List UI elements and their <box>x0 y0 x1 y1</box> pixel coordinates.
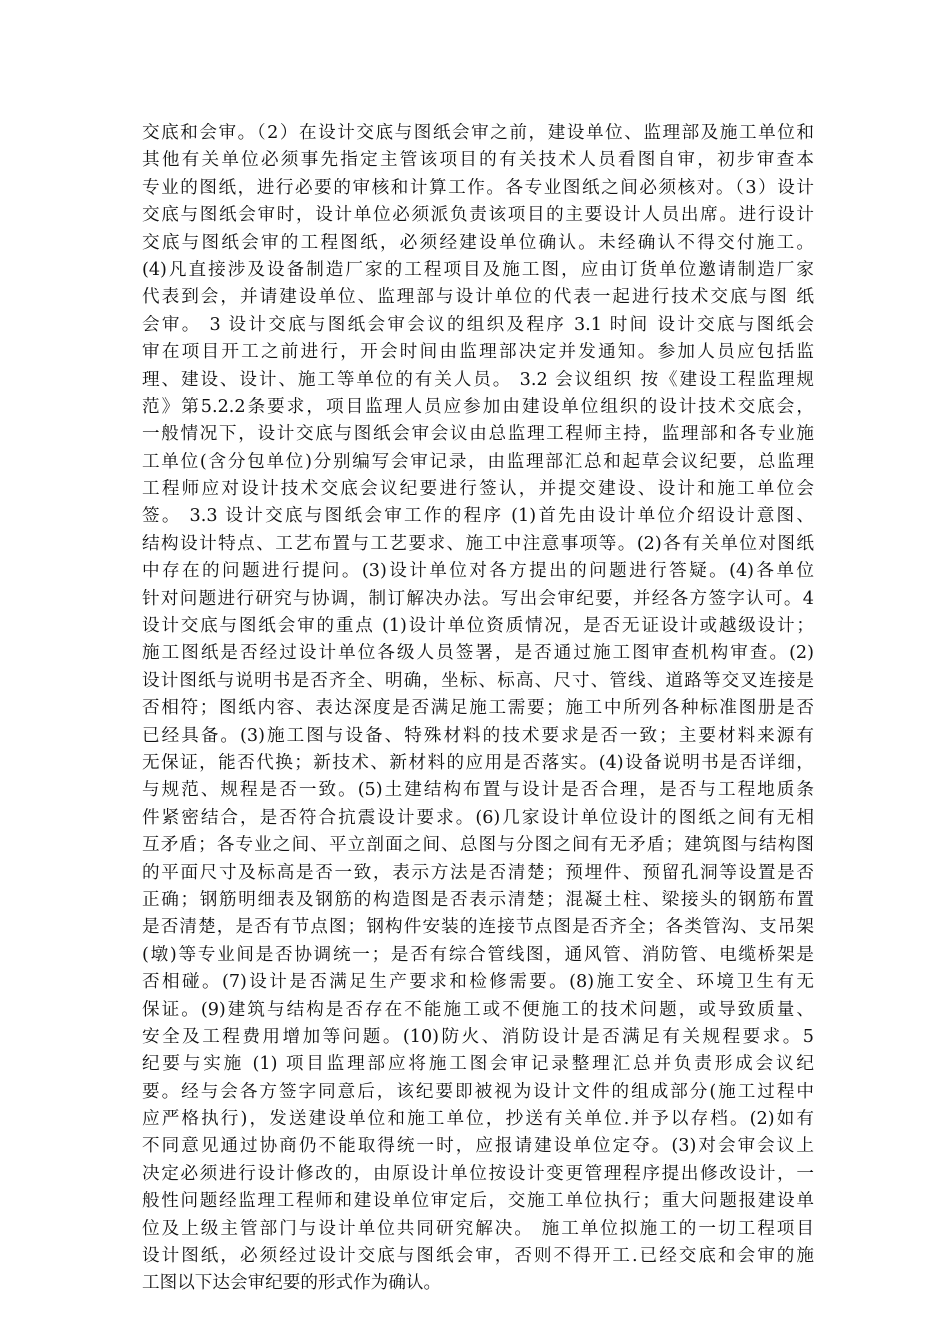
paragraph-line: 一般情况下，设计交底与图纸会审会议由总监理工程师主持，监理部和各专业施 <box>142 424 814 445</box>
paragraph-line: 设计交底与图纸会审的重点 (1)设计单位资质情况，是否无证设计或越级设计； <box>142 616 814 637</box>
paragraph-line: (4)凡直接涉及设备制造厂家的工程项目及施工图，应由订货单位邀请制造厂家 <box>142 259 814 280</box>
paragraph-line: 不同意见通过协商仍不能取得统一时，应报请建设单位定夺。(3)对会审会议上 <box>142 1136 814 1157</box>
paragraph-line: 理、建设、设计、施工等单位的有关人员。 3.2 会议组织 按《建设工程监理规 <box>142 369 814 390</box>
paragraph-line: (墩)等专业间是否协调统一；是否有综合管线图，通风管、消防管、电缆桥架是 <box>142 944 814 965</box>
paragraph-line: 交底与图纸会审的工程图纸，必须经建设单位确认。未经确认不得交付施工。 <box>142 232 814 253</box>
paragraph-line: 否相符；图纸内容、表达深度是否满足施工需要；施工中所列各种标准图册是否 <box>142 698 814 719</box>
paragraph-line: 是否清楚，是否有节点图；钢构件安装的连接节点图是否齐全；各类管沟、支吊架 <box>142 917 814 938</box>
paragraph-line: 审在项目开工之前进行，开会时间由监理部决定并发通知。参加人员应包括监 <box>142 342 814 363</box>
paragraph-line: 无保证，能否代换；新技术、新材料的应用是否落实。(4)设备说明书是否详细， <box>142 752 814 773</box>
paragraph-line: 正确；钢筋明细表及钢筋的构造图是否表示清楚；混凝土柱、梁接头的钢筋布置 <box>142 889 814 910</box>
paragraph-line: 工单位(含分包单位)分别编写会审记录，由监理部汇总和起草会议纪要，总监理 <box>142 451 814 472</box>
paragraph-line: 针对问题进行研究与协调，制订解决办法。写出会审纪要，并经各方签字认可。4 <box>142 588 814 609</box>
paragraph-line: 签。 3.3 设计交底与图纸会审工作的程序 (1)首先由设计单位介绍设计意图、 <box>142 506 814 527</box>
body-text <box>142 120 814 1298</box>
paragraph-line: 要。经与会各方签字同意后，该纪要即被视为设计文件的组成部分(施工过程中 <box>142 1081 814 1102</box>
paragraph-line: 专业的图纸，进行必要的审核和计算工作。各专业图纸之间必须核对。（3）设计 <box>142 177 814 198</box>
paragraph-line: 会审。 3 设计交底与图纸会审会议的组织及程序 3.1 时间 设计交底与图纸会 <box>142 314 814 335</box>
paragraph-line: 施工图纸是否经过设计单位各级人员签署，是否通过施工图审查机构审查。(2) <box>142 643 814 664</box>
paragraph-line: 中存在的问题进行提问。(3)设计单位对各方提出的问题进行答疑。(4)各单位 <box>142 561 814 582</box>
paragraph-line: 代表到会，并请建设单位、监理部与设计单位的代表一起进行技术交底与图 纸 <box>142 287 814 308</box>
paragraph-line: 其他有关单位必须事先指定主管该项目的有关技术人员看图自审，初步审查本 <box>142 150 814 171</box>
paragraph-line: 否相碰。(7)设计是否满足生产要求和检修需要。(8)施工安全、环境卫生有无 <box>142 972 814 993</box>
paragraph-line: 设计图纸，必须经过设计交底与图纸会审，否则不得开工.已经交底和会审的施 <box>142 1246 814 1267</box>
paragraph-line: 安全及工程费用增加等问题。(10)防火、消防设计是否满足有关规程要求。5 <box>142 1026 814 1047</box>
paragraph-line: 工程师应对设计技术交底会议纪要进行签认，并提交建设、设计和施工单位会 <box>142 479 814 500</box>
paragraph-line: 般性问题经监理工程师和建设单位审定后，交施工单位执行；重大问题报建设单 <box>142 1191 814 1212</box>
paragraph-line: 的平面尺寸及标高是否一致，表示方法是否清楚；预埋件、预留孔洞等设置是否 <box>142 862 814 883</box>
paragraph-line: 结构设计特点、工艺布置与工艺要求、施工中注意事项等。(2)各有关单位对图纸 <box>142 533 814 554</box>
paragraph-line: 应严格执行)，发送建设单位和施工单位，抄送有关单位.并予以存档。(2)如有 <box>142 1109 814 1130</box>
paragraph-line: 交底与图纸会审时，设计单位必须派负责该项目的主要设计人员出席。进行设计 <box>142 205 814 226</box>
paragraph-line: 工图以下达会审纪要的形式作为确认。 <box>142 1273 442 1294</box>
paragraph-line: 设计图纸与说明书是否齐全、明确，坐标、标高、尺寸、管线、道路等交叉连接是 <box>142 670 814 691</box>
paragraph-line: 决定必须进行设计修改的，由原设计单位按设计变更管理程序提出修改设计，一 <box>142 1163 814 1184</box>
paragraph-line: 保证。(9)建筑与结构是否存在不能施工或不便施工的技术问题，或导致质量、 <box>142 999 814 1020</box>
paragraph-line: 互矛盾；各专业之间、平立剖面之间、总图与分图之间有无矛盾；建筑图与结构图 <box>142 835 814 856</box>
paragraph-line: 已经具备。(3)施工图与设备、特殊材料的技术要求是否一致；主要材料来源有 <box>142 725 814 746</box>
paragraph-line: 范》第5.2.2条要求，项目监理人员应参加由建设单位组织的设计技术交底会， <box>142 396 814 417</box>
paragraph-line: 交底和会审。（2）在设计交底与图纸会审之前，建设单位、监理部及施工单位和 <box>142 123 814 143</box>
paragraph-line: 与规范、规程是否一致。(5)土建结构布置与设计是否合理，是否与工程地质条 <box>142 780 814 801</box>
paragraph-line: 纪要与实施 (1) 项目监理部应将施工图会审记录整理汇总并负责形成会议纪 <box>142 1054 814 1075</box>
paragraph-line: 位及上级主管部门与设计单位共同研究解决。 施工单位拟施工的一切工程项目 <box>142 1218 814 1239</box>
paragraph-line: 件紧密结合，是否符合抗震设计要求。(6)几家设计单位设计的图纸之间有无相 <box>142 807 814 828</box>
